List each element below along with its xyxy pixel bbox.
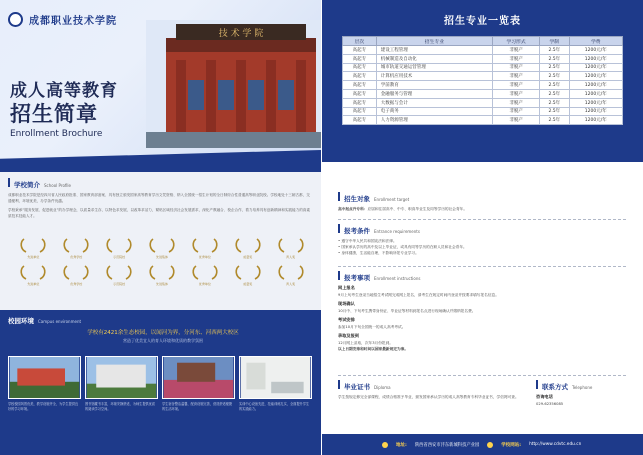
target-title: 招生对象 [344, 195, 370, 203]
campus-captions [8, 402, 313, 412]
conditions-title: 报考条件 [344, 227, 370, 235]
section-marker [536, 380, 538, 389]
table-cell: 非脱产 [493, 54, 540, 63]
left-panel [0, 0, 321, 455]
laurel-icon [60, 265, 92, 281]
confirm-text: 10月中、下旬考生携带身份证、毕业证等材料到报名点进行现场确认并缴纳报名费。 [338, 309, 476, 313]
campus-photo-classroom [239, 356, 312, 399]
school-logo [8, 12, 117, 27]
table-cell: 1200元/年 [569, 107, 622, 116]
award-label: 育人奖 [286, 255, 296, 259]
table-cell: 城市轨道交通运营管理 [376, 63, 492, 72]
table-cell: 高起专 [343, 98, 377, 107]
table-cell: 非脱产 [493, 46, 540, 55]
award-badge [183, 265, 226, 286]
table-cell: 1200元/年 [569, 63, 622, 72]
laurel-icon [189, 238, 221, 254]
award-badge [226, 238, 269, 259]
majors-table-title: 招生专业一览表 [444, 16, 521, 27]
table-cell: 金融服务与管理 [376, 89, 492, 98]
table-cell: 学前教育 [376, 81, 492, 90]
campus-section [0, 310, 321, 455]
table-cell: 非脱产 [493, 116, 540, 125]
campus-headline: 学校有2421余生态校园，以闻河为界，分河东、河西两大校区 [87, 330, 239, 336]
table-header-cell: 层次 [343, 37, 377, 46]
award-label: 先进单位 [27, 255, 40, 259]
address-value: 陕西省西安市沣东新城科技产业园 [414, 442, 480, 448]
table-cell: 高起专 [343, 81, 377, 90]
phone-number[interactable]: 029-62356085 [536, 402, 564, 406]
target-text [338, 206, 634, 212]
table-cell: 1200元/年 [569, 89, 622, 98]
campus-caption-3: 学生宿舍整洁温馨，配套设施完善，营造舒适便捷的生活环境。 [162, 402, 233, 411]
admit-text: 12月网上录取，次年3月份报到。 [338, 341, 393, 345]
table-row [343, 116, 623, 125]
award-badge [98, 265, 141, 286]
table-cell: 2.5年 [540, 63, 569, 72]
certificate-subtitle: Diploma [374, 385, 391, 390]
section-marker [338, 224, 340, 233]
table-cell: 1200元/年 [569, 54, 622, 63]
laurel-icon [103, 265, 135, 281]
table-body [343, 46, 623, 125]
intro-paragraph-2: 学校秉承“服务发展、促进就业”的办学理念，以质量求生存，以特色求发展，以改革求活力，紧贴区域经济社会发展需求，深化产教融合、校企合作，着力培养具有创新精神和实践能力的高素质技术技能人才。 [8, 208, 310, 218]
conditions-header [338, 224, 634, 235]
table-cell: 大数据与会计 [376, 98, 492, 107]
table-cell: 2.5年 [540, 98, 569, 107]
table-cell: 1200元/年 [569, 72, 622, 81]
laurel-icon [17, 265, 49, 281]
laurel-icon [232, 265, 264, 281]
website-label: 学校网站: [501, 442, 522, 448]
laurel-icon [60, 238, 92, 254]
campus-title: 校园环境 [8, 317, 34, 325]
award-badge [12, 238, 55, 259]
notes-header [338, 271, 634, 282]
campus-caption-4: 实训中心设备先进，技能训练扎实，全面提升学生的实践能力。 [239, 402, 310, 411]
contact-header [536, 380, 636, 391]
hero-title-english: Enrollment Brochure [10, 129, 103, 139]
award-label: 优秀单位 [198, 282, 211, 286]
hero-title-line1: 成人高等教育 [10, 81, 118, 101]
table-cell: 人力资源管理 [376, 116, 492, 125]
award-label: 质量奖 [243, 282, 253, 286]
table-cell: 2.5年 [540, 72, 569, 81]
footer-bar [322, 434, 643, 455]
table-cell: 2.5年 [540, 107, 569, 116]
award-label: 示范院校 [113, 255, 126, 259]
divider [338, 219, 626, 220]
target-text-lead: 高中起点升专科： [338, 207, 368, 211]
online-text: 9月上旬考生登录当地招生考试网完成网上报名，请考生在规定时间内登录并按要求填写报名信息。 [338, 293, 499, 297]
awards-grid [12, 238, 312, 286]
laurel-icon [103, 238, 135, 254]
certificate-title: 毕业证书 [344, 383, 370, 391]
divider [338, 266, 626, 267]
school-intro-section [8, 178, 313, 219]
school-seal-icon [8, 12, 23, 27]
section-marker [338, 192, 340, 201]
campus-photos [8, 356, 313, 399]
condition-item: • 遵守中华人民共和国宪法和法律。 [338, 239, 397, 243]
table-cell: 非脱产 [493, 81, 540, 90]
table-cell: 1200元/年 [569, 116, 622, 125]
exam-text: 参加10月下旬全国统一的成人高考考试。 [338, 325, 406, 329]
location-pin-icon [382, 442, 388, 448]
section-marker [338, 380, 340, 389]
award-label: 先进集体 [155, 282, 168, 286]
table-cell: 高起专 [343, 107, 377, 116]
table-row [343, 98, 623, 107]
campus-summary [18, 328, 308, 344]
table-cell: 2.5年 [540, 81, 569, 90]
table-row [343, 81, 623, 90]
campus-photo-garden [162, 356, 235, 399]
table-header-cell: 学习形式 [493, 37, 540, 46]
table-row [343, 107, 623, 116]
contact-section [536, 380, 636, 407]
award-badge [183, 238, 226, 259]
table-cell: 电子商务 [376, 107, 492, 116]
table-cell: 高起专 [343, 72, 377, 81]
svg-text:技 术 学 院: 技 术 学 院 [218, 29, 264, 39]
award-label: 先进集体 [155, 255, 168, 259]
conditions-section [338, 224, 634, 256]
target-text-body: 应届和往届高中、中专、职高毕业生及同等学历的社会青年。 [367, 207, 468, 211]
hero-banner [0, 0, 321, 160]
divider [338, 375, 626, 376]
campus-subtitle: Campus environment [38, 319, 82, 324]
contact-title: 联系方式 [542, 383, 568, 391]
admit-note: 以上日期安排和时间以国家最新规定为准。 [338, 347, 409, 351]
contact-subtitle: Telephone [572, 385, 593, 390]
table-row [343, 89, 623, 98]
table-row [343, 63, 623, 72]
laurel-icon [232, 238, 264, 254]
conditions-list [338, 238, 634, 256]
notes-section [338, 271, 634, 352]
notes-title: 报考事项 [344, 274, 370, 282]
award-label: 优秀单位 [198, 255, 211, 259]
award-badge [55, 238, 98, 259]
table-cell: 高起专 [343, 89, 377, 98]
campus-building-image [146, 20, 321, 148]
intro-paragraph-1: 成都职业技术学院是经四川省人民政府批准、国家教育部备案、具有独立颁发国家高等教育学历文凭资格、纳入全国统一招生计划的全日制综合性普通高等职业院校。学校地处十三朝古都，交通便利，环境优美，办学条件优越。 [8, 193, 310, 203]
table-cell: 高起专 [343, 116, 377, 125]
award-badge [98, 238, 141, 259]
laurel-icon [17, 238, 49, 254]
phone-label: 咨询电话 [536, 394, 553, 399]
intro-subtitle: School Profile [44, 183, 71, 188]
table-header-cell: 学费 [569, 37, 622, 46]
certificate-header [338, 380, 528, 391]
campus-header [8, 316, 81, 325]
intro-title: 学校简介 [14, 181, 40, 189]
laurel-icon [146, 265, 178, 281]
table-cell: 2.5年 [540, 89, 569, 98]
exam-label: 考试安排 [338, 317, 355, 322]
table-cell: 高起专 [343, 63, 377, 72]
table-cell: 非脱产 [493, 107, 540, 116]
hero-title-line2: 招生简章 [10, 101, 98, 126]
award-badge [226, 265, 269, 286]
admit-label: 录取及报到 [338, 333, 359, 338]
campus-subline: 营造了优美宜人的育人环境和优质的教学氛围 [123, 338, 203, 343]
notes-subtitle: Enrollment instructions [374, 276, 421, 281]
award-badge [269, 238, 312, 259]
table-cell: 高起专 [343, 46, 377, 55]
table-row [343, 54, 623, 63]
table-cell: 计算机应用技术 [376, 72, 492, 81]
campus-caption-2: 图书馆藏书丰富，环境安静舒适，为师生提供优质的阅读学习空间。 [85, 402, 156, 411]
table-cell: 1200元/年 [569, 46, 622, 55]
laurel-icon [189, 265, 221, 281]
globe-icon [487, 442, 493, 448]
award-badge [269, 265, 312, 286]
campus-photo-library [85, 356, 158, 399]
table-row [343, 72, 623, 81]
table-cell: 高起专 [343, 54, 377, 63]
table-cell: 非脱产 [493, 72, 540, 81]
address-label: 地址: [396, 442, 407, 448]
table-cell: 2.5年 [540, 116, 569, 125]
campus-photo-building [8, 356, 81, 399]
laurel-icon [146, 238, 178, 254]
laurel-icon [275, 238, 307, 254]
table-cell: 1200元/年 [569, 81, 622, 90]
award-label: 优秀学校 [70, 282, 83, 286]
majors-table [342, 36, 623, 125]
intro-header [8, 178, 313, 189]
award-label: 先进单位 [27, 282, 40, 286]
table-header-cell: 招生专业 [376, 37, 492, 46]
award-badge [55, 265, 98, 286]
table-header-cell: 学制 [540, 37, 569, 46]
award-label: 育人奖 [286, 282, 296, 286]
confirm-label: 现场确认 [338, 301, 355, 306]
award-badge [12, 265, 55, 286]
award-badge [141, 238, 184, 259]
table-cell: 非脱产 [493, 89, 540, 98]
certificate-section [338, 380, 528, 400]
table-cell: 2.5年 [540, 46, 569, 55]
school-name: 成都职业技术学院 [29, 16, 117, 27]
table-cell: 1200元/年 [569, 98, 622, 107]
campus-caption-1: 学校校园风景优美，教学设施齐全，为学生提供良好的学习环境。 [8, 402, 79, 411]
section-marker [8, 178, 10, 187]
conditions-subtitle: Entrance requirements [374, 229, 420, 234]
table-cell: 非脱产 [493, 98, 540, 107]
table-cell: 非脱产 [493, 63, 540, 72]
online-label: 网上报名 [338, 285, 355, 290]
award-badge [141, 265, 184, 286]
target-header [338, 192, 634, 203]
table-cell: 机械制造及自动化 [376, 54, 492, 63]
right-panel [322, 0, 643, 455]
laurel-icon [275, 265, 307, 281]
website-link[interactable]: http://www.cdvtc.edu.cn [529, 442, 582, 447]
table-cell: 2.5年 [540, 54, 569, 63]
table-cell: 建设工程管理 [376, 46, 492, 55]
majors-table-panel [322, 0, 643, 162]
award-label: 优秀学校 [70, 255, 83, 259]
table-row [343, 46, 623, 55]
certificate-text: 学生按规定修完全部课程，成绩合格准予毕业，颁发国家承认学历的成人高等教育专科毕业证书，学信网可查。 [338, 395, 519, 399]
award-label: 示范院校 [113, 282, 126, 286]
target-subtitle: Enrollment target [374, 197, 410, 202]
condition-item: • 身体健康，生活能自理，不影响所报专业学习。 [338, 251, 419, 255]
table-header-row [343, 37, 623, 46]
target-section [338, 192, 634, 212]
award-label: 质量奖 [243, 255, 253, 259]
condition-item: • 国家承认学历的高中及以上毕业证，或具有同等学历的在职人员和社会青年。 [338, 245, 467, 249]
section-marker [338, 271, 340, 280]
